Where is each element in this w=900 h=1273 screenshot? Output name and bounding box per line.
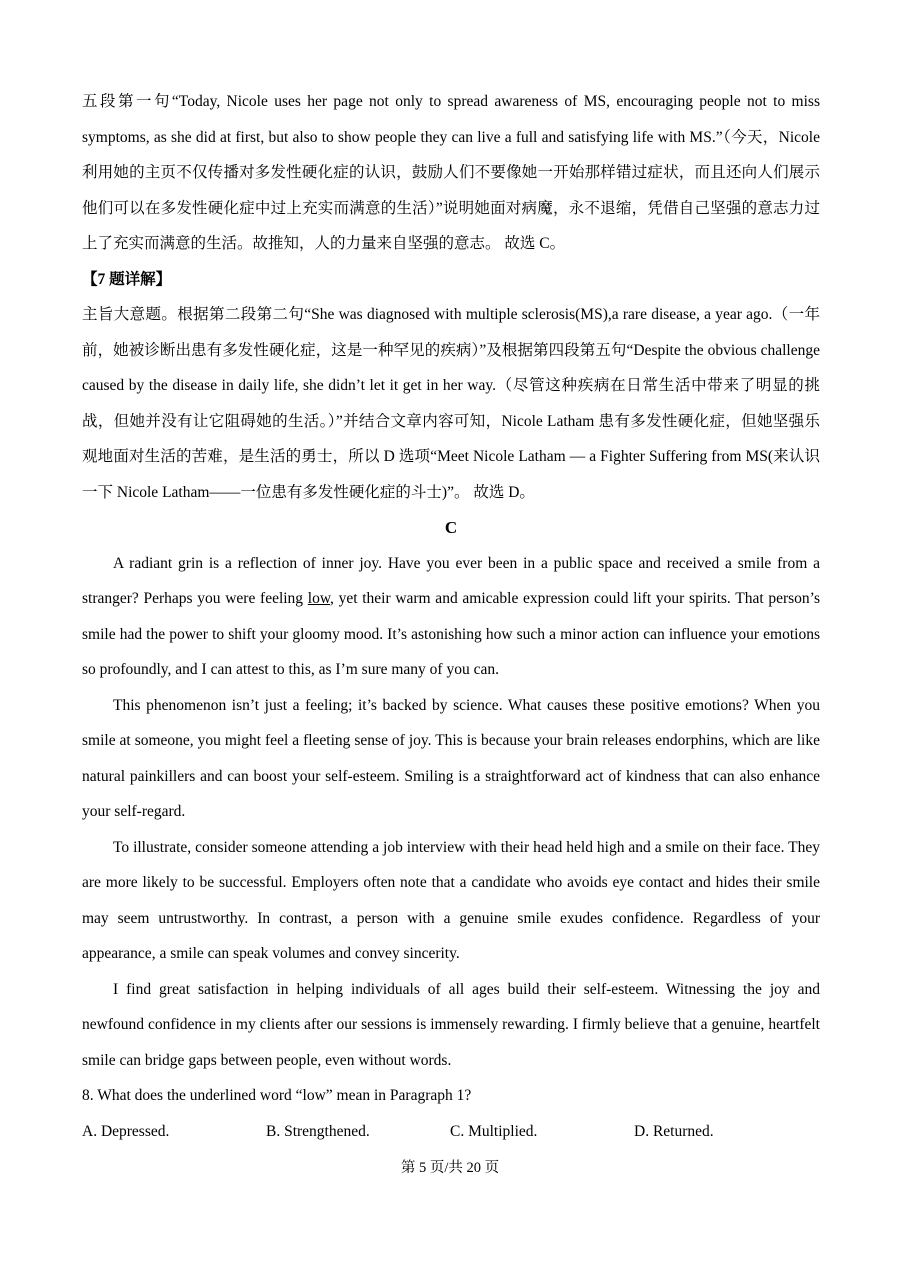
option-d: D. Returned. — [634, 1122, 714, 1140]
passage-paragraph-2: This phenomenon isn’t just a feeling; it’s backed by science. What causes these positive emotions? When you smile at someone, you might feel a fleeting sense of joy. This is because your brain releases endorphins, which are like natural painkillers and can boost your self-esteem. Smiling is a straightforward act of kindness that can also enhance your self-regard. — [82, 696, 820, 820]
question-8-options — [82, 1114, 820, 1150]
option-b: B. Strengthened. — [266, 1122, 370, 1140]
p1-text-after: , yet their warm and amicable expression could lift your spirits. That person’s smile had the power to shift your gloomy mood. It’s astonishing how such a minor action can influence your emotions so profoundly, and I can attest to this, as I’m sure many of you can. — [82, 590, 820, 678]
section-label: C — [444, 518, 458, 537]
option-c: C. Multiplied. — [450, 1122, 538, 1140]
p1-text-before: A radiant grin is a reflection of inner joy. Have you ever been in a public space and received a smile from a stranger? Perhaps you were feeling — [82, 554, 820, 607]
page-number-footer: 第 5 页/共 20 页 — [400, 1160, 500, 1176]
q7-explanation-paragraph: 主旨大意题。根据第二段第二句“She was diagnosed with multiple sclerosis(MS),a rare disease, a year ago.（一年前，她被诊断出患有多发性硬化症，这是一种罕见的疾病）”及根据第四段第五句“Despite the obvious challenge caused by the disease in daily life, she didn’t let it get in her way.（尽管这种疾病在日常生活中带来了明显的挑战，但她并没有让它阻碍她的生活。）”并结合文章内容可知，Nicole Latham 患有多发性硬化症，但她坚强乐观地面对生活的苦难，是生活的勇士，所以 D 选项“Meet Nicole Latham — a Fighter Suffering from MS(来认识一下 Nicole Latham——一位患有多发性硬化症的斗士)”。 故选 D。 — [82, 306, 820, 501]
option-a: A. Depressed. — [82, 1122, 170, 1140]
prev-explanation-paragraph: 五段第一句“Today, Nicole uses her page not only to spread awareness of MS, encouraging people not to miss symptoms, as she did at first, but also to show people they can live a full and satisfying life with MS.”（今天，Nicole 利用她的主页不仅传播对多发性硬化症的认识，鼓励人们不要像她一开始那样错过症状，而且还向人们展示他们可以在多发性硬化症中过上充实而满意的生活）”说明她面对病魔，永不退缩，凭借自己坚强的意志力过上了充实而满意的生活。故推知，人的力量来自坚强的意志。 故选 C。 — [82, 93, 820, 252]
passage-paragraph-4: I find great satisfaction in helping individuals of all ages build their self-esteem. Witnessing the joy and newfound confidence in my clients after our sessions is immensely rewarding. I firmly believe that a genuine, heartfelt smile can bridge gaps between people, even without words. — [82, 980, 820, 1069]
passage-paragraph-3: To illustrate, consider someone attending a job interview with their head held high and a smile on their face. They are more likely to be successful. Employers often note that a candidate who avoids eye contact and hides their smile may seem untrustworthy. In contrast, a person with a genuine smile exudes confidence. Regardless of your appearance, a smile can speak volumes and convey sincerity. — [82, 838, 820, 962]
passage-paragraph-1 — [82, 546, 820, 688]
q7-heading: 【7 题详解】 — [82, 270, 172, 288]
question-8-stem: 8. What does the underlined word “low” mean in Paragraph 1? — [82, 1087, 472, 1104]
underlined-word: low — [307, 590, 331, 607]
page-content — [82, 84, 820, 1149]
